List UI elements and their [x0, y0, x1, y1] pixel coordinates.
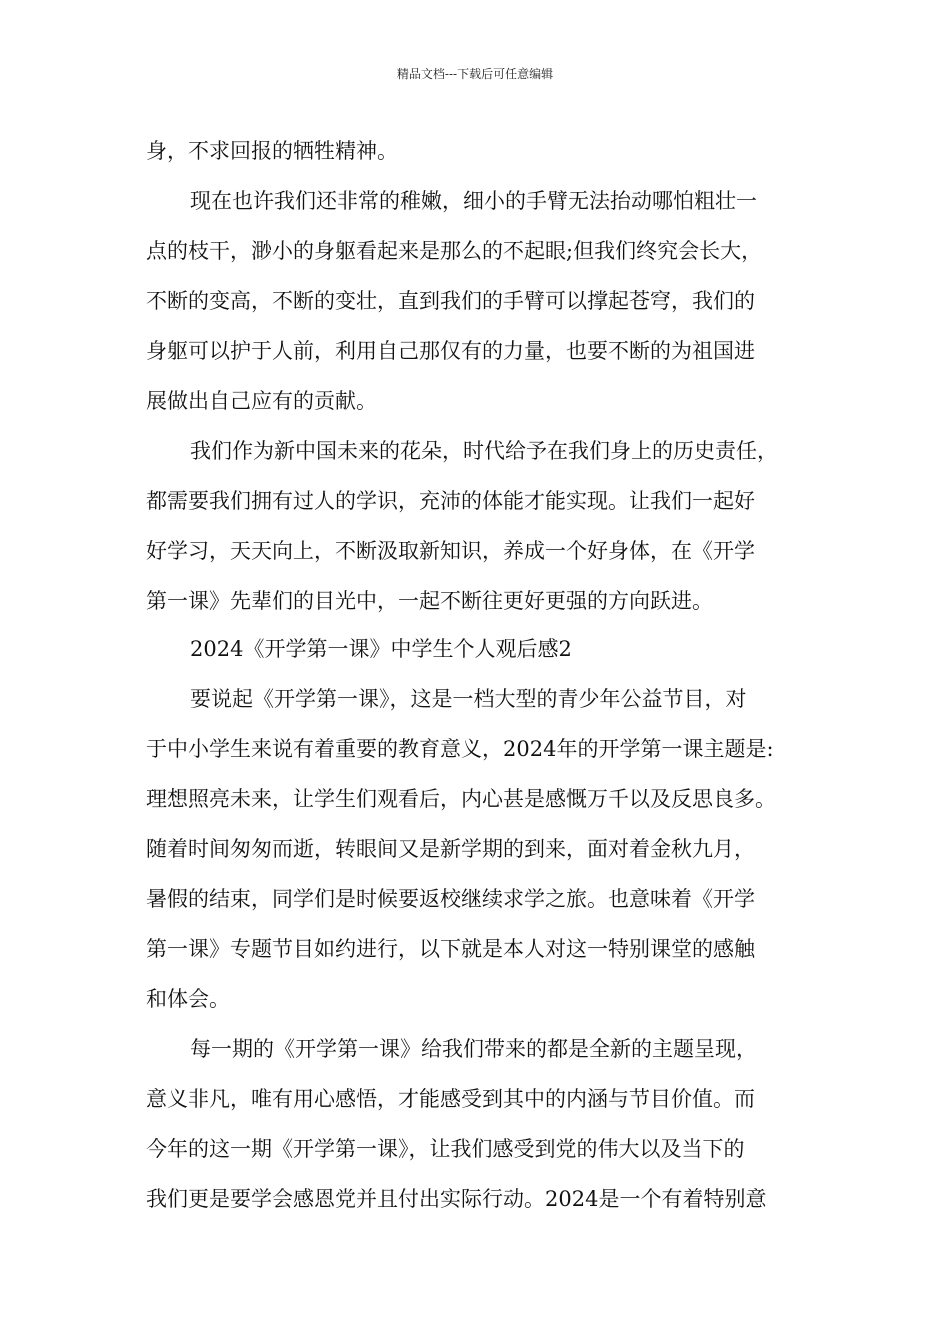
text-line: 好学习，天天向上，不断汲取新知识，养成一个好身体，在《开学	[146, 539, 755, 563]
text-line: 第一课》专题节目如约进行，以下就是本人对这一特别课堂的感触	[146, 937, 755, 961]
paragraph-start-line: 我们作为新中国未来的花朵，时代给予在我们身上的历史责任，	[190, 439, 778, 463]
text-line: 都需要我们拥有过人的学识，充沛的体能才能实现。让我们一起好	[146, 489, 755, 513]
text-line: 点的枝干，渺小的身躯看起来是那么的不起眼;但我们终究会长大，	[146, 239, 763, 263]
paragraph-start-line: 每一期的《开学第一课》给我们带来的都是全新的主题呈现，	[190, 1037, 757, 1061]
text-line: 展做出自己应有的贡献。	[146, 389, 377, 413]
text-line: 随着时间匆匆而逝，转眼间又是新学期的到来，面对着金秋九月，	[146, 837, 755, 861]
text-line: 意义非凡，唯有用心感悟，才能感受到其中的内涵与节目价值。而	[146, 1087, 755, 1111]
paragraph-start-line: 要说起《开学第一课》，这是一档大型的青少年公益节目，对	[190, 687, 747, 711]
text-line: 今年的这一期《开学第一课》，让我们感受到党的伟大以及当下的	[146, 1137, 745, 1161]
text-line: 身，不求回报的牺牲精神。	[146, 139, 398, 163]
text-line: 不断的变高，不断的变壮，直到我们的手臂可以撑起苍穹，我们的	[146, 289, 755, 313]
section-heading: 2024《开学第一课》中学生个人观后感2	[190, 637, 572, 661]
text-line: 暑假的结束，同学们是时候要返校继续求学之旅。也意味着《开学	[146, 887, 755, 911]
text-line: 于中小学生来说有着重要的教育意义，2024年的开学第一课主题是:	[146, 737, 774, 761]
text-line: 我们更是要学会感恩党并且付出实际行动。2024是一个有着特别意	[146, 1187, 767, 1211]
text-line: 第一课》先辈们的目光中，一起不断往更好更强的方向跃进。	[146, 589, 713, 613]
paragraph-start-line: 现在也许我们还非常的稚嫩，细小的手臂无法抬动哪怕粗壮一	[190, 189, 757, 213]
text-line: 身躯可以护于人前，利用自己那仅有的力量，也要不断的为祖国进	[146, 339, 755, 363]
text-line: 和体会。	[146, 987, 230, 1011]
page-header: 精品文档---下载后可任意编辑	[396, 67, 554, 81]
text-line: 理想照亮未来，让学生们观看后，内心甚是感慨万千以及反思良多。	[146, 787, 776, 811]
